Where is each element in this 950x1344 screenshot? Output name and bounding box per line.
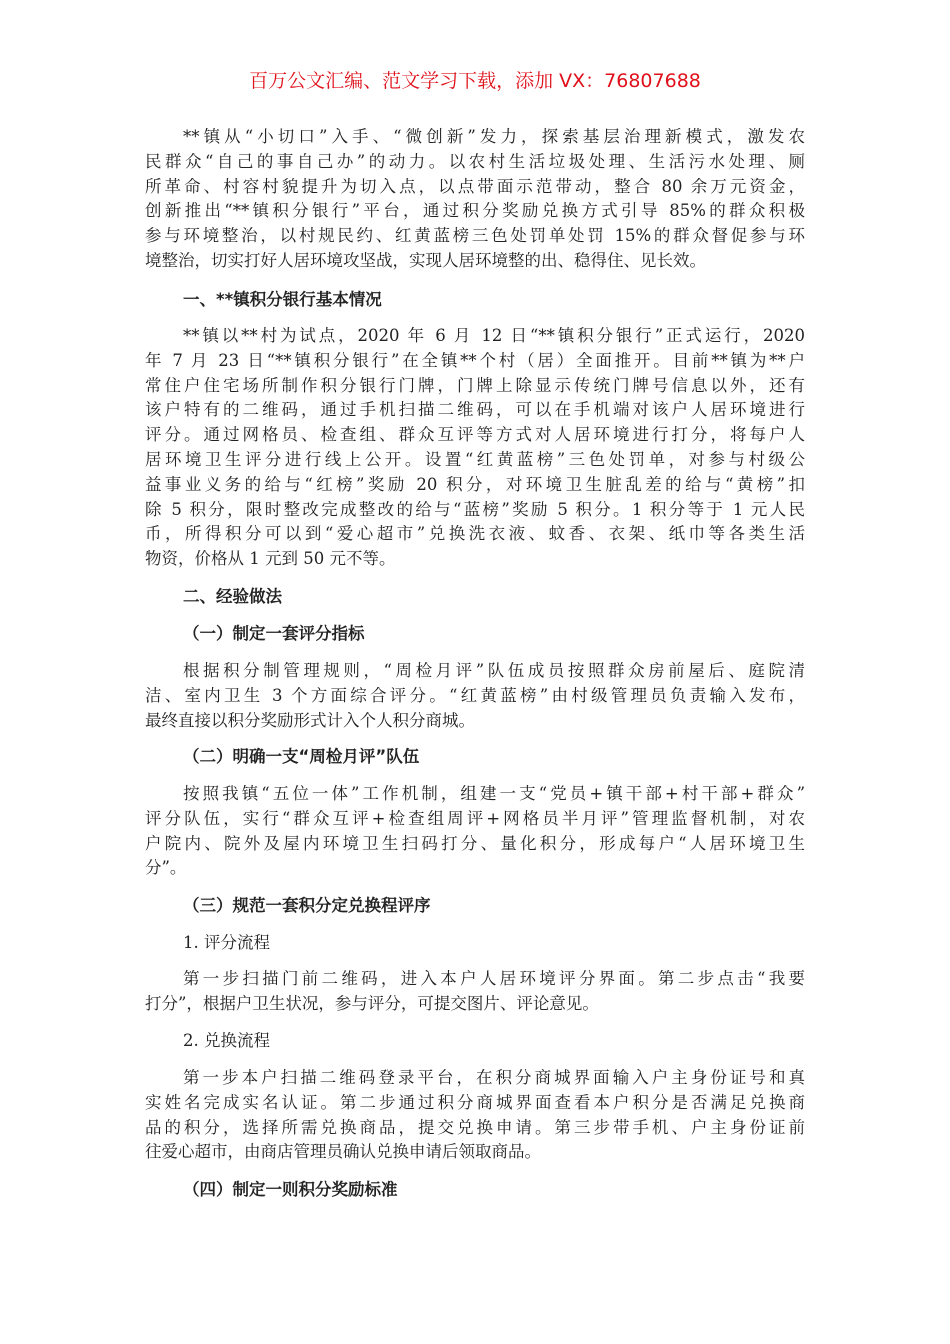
paragraph-line: 往爱心超市，由商店管理员确认兑换申请后领取商品。 bbox=[145, 1142, 541, 1162]
paragraph-line: 分”。 bbox=[145, 858, 187, 878]
paragraph-line: 物资，价格从 1 元到 50 元不等。 bbox=[145, 549, 396, 569]
paragraph bbox=[145, 659, 805, 733]
paragraph-line: 居环境卫生评分进行线上公开。设置“红黄蓝榜”三色处罚单，对参与村级公 bbox=[145, 449, 805, 469]
watermark-banner: 百万公文汇编、范文学习下载，添加 VX：76807688 bbox=[249, 70, 701, 92]
paragraph-line: 最终直接以积分奖励形式计入个人积分商城。 bbox=[145, 710, 475, 730]
subsection-label: 2. 兑换流程 bbox=[183, 1031, 270, 1050]
paragraph-line: 年 7 月 23 日“**镇积分银行”在全镇**个村（居）全面推开。目前**镇为**户 bbox=[145, 350, 805, 370]
section-heading: （一）制定一套评分指标 bbox=[183, 624, 365, 643]
paragraph-line: 境整治，切实打好人居环境攻坚战，实现人居环境整的出、稳得住、见长效。 bbox=[145, 250, 706, 270]
paragraph-line: 打分”，根据户卫生状况，参与评分，可提交图片、评论意见。 bbox=[145, 993, 599, 1013]
paragraph-line: 实姓名完成实名认证。第二步通过积分商城界面查看本户积分是否满足兑换商 bbox=[145, 1092, 805, 1112]
paragraph-line: 评分队伍，实行“群众互评+检查组周评+网格员半月评”管理监督机制，对农 bbox=[145, 808, 805, 828]
paragraph-line: 按照我镇“五位一体”工作机制，组建一支“党员+镇干部+村干部+群众” bbox=[183, 784, 805, 803]
section-heading: （三）规范一套积分定兑换程评序 bbox=[183, 896, 431, 915]
paragraph-line: 创新推出“**镇积分银行”平台，通过积分奖励兑换方式引导 85%的群众积极 bbox=[145, 201, 805, 221]
paragraph-line: 常住户住宅场所制作积分银行门牌，门牌上除显示传统门牌号信息以外，还有 bbox=[145, 375, 805, 395]
paragraph-line: 根据积分制管理规则，“周检月评”队伍成员按照群众房前屋后、庭院清 bbox=[183, 661, 805, 680]
paragraph-line: 所革命、村容村貌提升为切入点，以点带面示范带动，整合 80 余万元资金， bbox=[145, 176, 805, 196]
paragraph-line: 除 5 积分，限时整改完成整改的给与“蓝榜”奖励 5 积分。1 积分等于 1 元人民 bbox=[145, 499, 805, 519]
section-heading: 一、**镇积分银行基本情况 bbox=[183, 290, 382, 309]
paragraph-line: 户院内、院外及屋内环境卫生扫码打分、量化积分，形成每户“人居环境卫生 bbox=[145, 833, 805, 853]
paragraph-line: 第一步本户扫描二维码登录平台，在积分商城界面输入户主身份证号和真 bbox=[183, 1068, 805, 1087]
paragraph bbox=[145, 782, 805, 881]
section-heading: 二、经验做法 bbox=[183, 587, 282, 606]
paragraph-line: **镇从“小切口”入手、“微创新”发力，探索基层治理新模式，激发农 bbox=[183, 127, 805, 146]
paragraph bbox=[145, 967, 805, 1017]
paragraph-line: 币，所得积分可以到“爱心超市”兑换洗衣液、蚊香、衣架、纸巾等各类生活 bbox=[145, 524, 805, 544]
paragraph-line: 品的积分，选择所需兑换商品，提交兑换申请。第三步带手机、户主身份证前 bbox=[145, 1117, 805, 1137]
paragraph-line: 评分。通过网格员、检查组、群众互评等方式对人居环境进行打分，将每户人 bbox=[145, 425, 805, 445]
section-heading: （二）明确一支“周检月评”队伍 bbox=[183, 747, 420, 766]
paragraph bbox=[145, 324, 805, 572]
paragraph-line: 参与环境整治，以村规民约、红黄蓝榜三色处罚单处罚 15%的群众督促参与环 bbox=[145, 226, 805, 246]
section-heading: （四）制定一则积分奖励标准 bbox=[183, 1180, 398, 1199]
paragraph bbox=[145, 125, 805, 274]
paragraph-line: 民群众“自己的事自己办”的动力。以农村生活垃圾处理、生活污水处理、厕 bbox=[145, 151, 805, 171]
paragraph-line: 第一步扫描门前二维码，进入本户人居环境评分界面。第二步点击“我要 bbox=[183, 969, 805, 988]
paragraph-line: 该户特有的二维码，通过手机扫描二维码，可以在手机端对该户人居环境进行 bbox=[145, 400, 805, 420]
paragraph-line: **镇以**村为试点，2020 年 6 月 12 日“**镇积分银行”正式运行，2020 bbox=[183, 326, 805, 345]
paragraph-line: 益事业义务的给与“红榜”奖励 20 积分，对环境卫生脏乱差的给与“黄榜”扣 bbox=[145, 474, 805, 494]
paragraph-line: 洁、室内卫生 3 个方面综合评分。“红黄蓝榜”由村级管理员负责输入发布， bbox=[145, 685, 805, 705]
subsection-label: 1. 评分流程 bbox=[183, 933, 270, 952]
paragraph bbox=[145, 1066, 805, 1165]
